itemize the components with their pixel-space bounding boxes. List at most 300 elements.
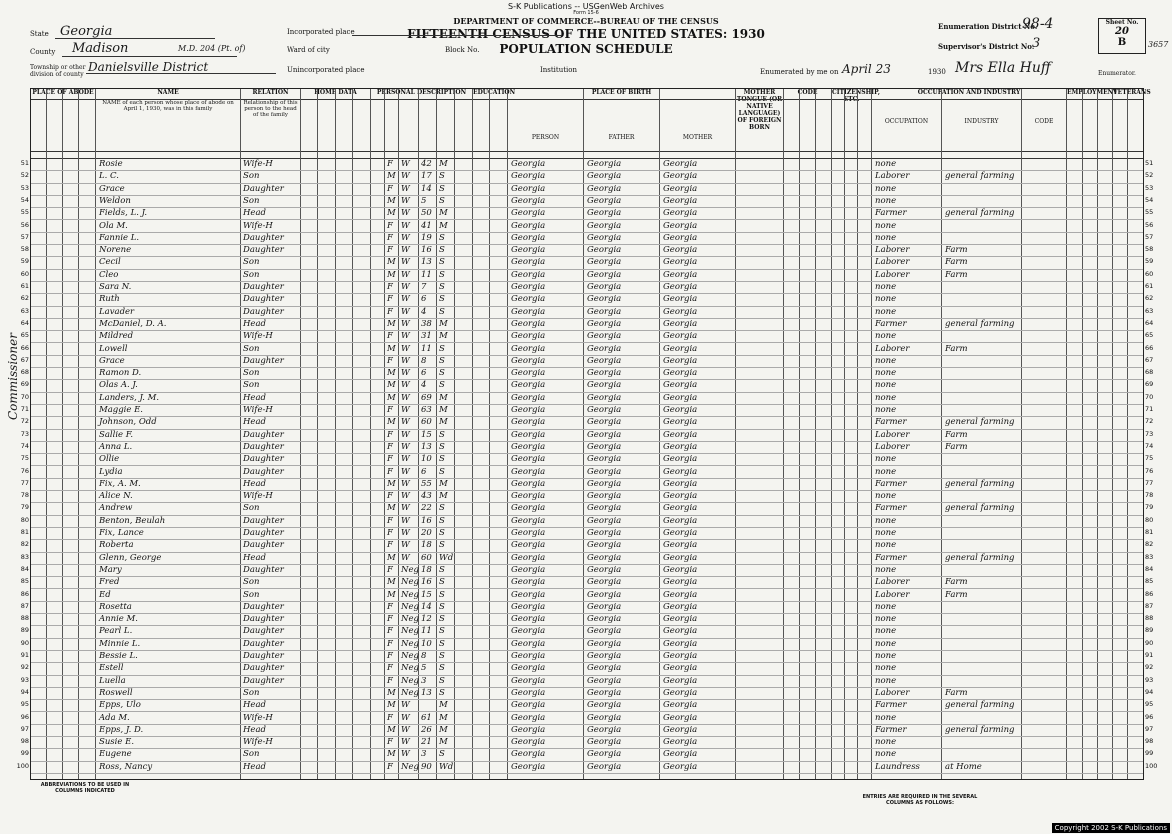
cell-sex: M — [387, 380, 396, 391]
cell-ms: M — [439, 737, 448, 748]
cell-name: Benton, Beulah — [99, 515, 166, 526]
line-number: 69 — [20, 380, 29, 389]
cell-father: Georgia — [587, 626, 622, 637]
table-row — [20, 257, 1154, 268]
cell-sex: F — [387, 515, 393, 526]
cell-mother: Georgia — [663, 564, 698, 575]
table-row — [20, 208, 1154, 219]
cell-race: W — [401, 405, 410, 415]
cell-race: W — [401, 355, 410, 366]
line-number: 86 — [1145, 589, 1154, 598]
cell-ind — [945, 651, 1021, 662]
cell-occ: none — [875, 331, 897, 342]
cell-mother: Georgia — [663, 171, 698, 182]
line-number: 57 — [1145, 232, 1154, 241]
cell-birth: Georgia — [511, 687, 546, 698]
cell-father: Georgia — [587, 159, 622, 169]
cell-name: Rosetta — [99, 601, 132, 612]
cell-mother: Georgia — [663, 269, 698, 280]
cell-ind: Farm — [945, 257, 968, 268]
section-employment: EMPLOYMENT — [1067, 89, 1113, 99]
cell-age: 42 — [421, 159, 432, 169]
cell-race: W — [401, 331, 410, 342]
line-number: 78 — [20, 491, 29, 500]
cell-age: 18 — [421, 564, 432, 575]
cell-father: Georgia — [587, 269, 622, 280]
cell-sex: F — [387, 761, 393, 772]
cell-age: 60 — [421, 552, 432, 563]
cell-race: W — [401, 454, 410, 465]
cell-sex: M — [387, 257, 396, 268]
cell-age: 4 — [421, 380, 427, 391]
cell-name: Susie E. — [99, 737, 135, 748]
cell-father: Georgia — [587, 712, 622, 723]
cell-age: 15 — [421, 429, 432, 440]
section-relation: RELATION — [241, 89, 301, 99]
cell-ind — [945, 294, 1021, 305]
cell-ind: general farming — [945, 503, 1015, 514]
form-number: Form 15-6 — [573, 10, 599, 16]
cell-occ: Farmer — [875, 552, 907, 563]
margin-note: Commissioner — [6, 333, 20, 420]
cell-age: 13 — [421, 441, 432, 452]
table-row — [20, 269, 1154, 281]
table-row — [20, 589, 1154, 601]
cell-ind: general farming — [945, 171, 1015, 182]
cell-occ: Laundress — [875, 761, 920, 772]
cell-ind: general farming — [945, 724, 1015, 735]
cell-sex: F — [387, 651, 393, 661]
line-number: 76 — [20, 466, 29, 475]
cell-ind: general farming — [945, 318, 1015, 329]
cell-ind — [945, 356, 1021, 367]
cell-name: Fix, Lance — [99, 528, 144, 538]
cell-age: 11 — [421, 269, 432, 280]
cell-ms: S — [439, 306, 445, 317]
cell-race: W — [401, 528, 410, 538]
line-number: 65 — [1145, 331, 1154, 340]
cell-father: Georgia — [587, 171, 622, 182]
cell-race: W — [401, 552, 410, 563]
cell-name: Epps, Ulo — [99, 700, 141, 711]
line-number: 85 — [1145, 577, 1154, 586]
cell-rel: Son — [243, 380, 260, 391]
cell-mother: Georgia — [663, 638, 698, 649]
sheet-label: Sheet No. — [1105, 19, 1139, 26]
cell-rel: Wife-H — [243, 220, 273, 231]
cell-race: W — [401, 417, 410, 428]
line-number: 90 — [20, 638, 29, 647]
cell-ind — [945, 221, 1021, 232]
section-place-of-birth: PLACE OF BIRTH — [508, 89, 736, 99]
supervisor-value: 3 — [1032, 36, 1041, 51]
cell-name: Ollie — [99, 454, 120, 465]
cell-birth: Georgia — [511, 478, 546, 489]
cell-mother: Georgia — [663, 232, 698, 243]
table-row — [20, 651, 1154, 662]
cell-ind — [945, 307, 1021, 318]
cell-ms: S — [439, 232, 445, 243]
cell-occ: none — [875, 515, 897, 526]
cell-ind — [945, 713, 1021, 724]
cell-race: W — [401, 749, 410, 760]
cell-name: Alice N. — [99, 491, 133, 502]
sheet-box — [1098, 18, 1146, 54]
cell-occ: none — [875, 454, 897, 465]
cell-race: W — [401, 368, 410, 379]
table-row — [20, 183, 1154, 195]
cell-rel: Daughter — [243, 601, 284, 612]
cell-age: 12 — [421, 614, 432, 625]
line-number: 61 — [20, 282, 29, 290]
cell-mother: Georgia — [663, 491, 698, 502]
cell-rel: Wife-H — [243, 159, 273, 169]
cell-age: 10 — [421, 638, 432, 649]
cell-ms: M — [439, 712, 448, 723]
line-number: 86 — [20, 589, 29, 598]
line-number: 70 — [20, 392, 29, 401]
cell-age: 14 — [421, 183, 432, 194]
block-label: Block No. — [445, 46, 480, 54]
cell-occ: Laborer — [875, 269, 910, 280]
table-row — [20, 712, 1154, 724]
table-row — [20, 245, 1154, 256]
cell-sex: F — [387, 466, 393, 477]
cell-ind — [945, 737, 1021, 748]
line-number: 96 — [20, 712, 29, 721]
cell-sex: F — [387, 441, 393, 452]
cell-rel: Son — [243, 171, 260, 182]
cell-rel: Daughter — [243, 306, 284, 317]
cell-ms: S — [439, 441, 445, 452]
cell-ms: M — [439, 331, 448, 342]
cell-name: Andrew — [99, 503, 133, 514]
cell-birth: Georgia — [511, 749, 546, 760]
cell-birth: Georgia — [511, 712, 546, 723]
cell-race: W — [401, 515, 410, 526]
cell-rel: Head — [243, 700, 266, 711]
cell-rel: Son — [243, 749, 260, 760]
cell-father: Georgia — [587, 405, 622, 415]
line-number: 62 — [1145, 294, 1154, 303]
col-header-relation: Relationship of this person to the head of the family — [241, 99, 301, 151]
table-row — [20, 417, 1154, 428]
col-header-code: CODE — [1022, 99, 1067, 151]
cell-mother: Georgia — [663, 195, 698, 206]
cell-name: Luella — [99, 675, 126, 686]
cell-ms: S — [439, 245, 445, 256]
line-number: 93 — [1145, 675, 1154, 684]
cell-name: Minnie L. — [99, 638, 141, 649]
cell-sex: M — [387, 368, 396, 379]
line-number: 83 — [1145, 552, 1154, 561]
cell-father: Georgia — [587, 577, 622, 588]
table-row — [20, 441, 1154, 453]
line-number: 57 — [20, 232, 29, 241]
line-number: 90 — [1145, 638, 1154, 647]
cell-age: 6 — [421, 368, 427, 379]
cell-birth: Georgia — [511, 700, 546, 711]
enumerator-label: Enumerator. — [1098, 70, 1136, 77]
line-number: 58 — [20, 245, 29, 254]
cell-name: Fix, A. M. — [99, 478, 141, 489]
line-number: 98 — [1145, 737, 1154, 746]
cell-ms: S — [439, 269, 445, 280]
cell-rel: Daughter — [243, 454, 284, 465]
cell-name: Grace — [99, 355, 125, 366]
table-row — [20, 564, 1154, 576]
cell-race: W — [401, 282, 410, 292]
cell-age: 3 — [421, 749, 427, 760]
cell-father: Georgia — [587, 675, 622, 686]
cell-birth: Georgia — [511, 183, 546, 194]
cell-sex: F — [387, 429, 393, 440]
cell-name: Cecil — [99, 257, 121, 268]
line-number: 70 — [1145, 392, 1154, 401]
cell-name: Sara N. — [99, 282, 132, 292]
enumerated-date: April 23 — [842, 62, 891, 76]
sheet-stamp: 3657 — [1148, 40, 1169, 49]
cell-race: Neg — [401, 761, 419, 772]
line-number: 53 — [20, 183, 29, 192]
cell-mother: Georgia — [663, 478, 698, 489]
line-number: 76 — [1145, 466, 1154, 475]
cell-mother: Georgia — [663, 687, 698, 698]
cell-sex: F — [387, 245, 393, 256]
cell-mother: Georgia — [663, 380, 698, 391]
cell-rel: Daughter — [243, 614, 284, 625]
cell-name: Anna L. — [99, 441, 133, 452]
section-personal-description: PERSONAL DESCRIPTION — [371, 89, 473, 99]
table-row — [20, 663, 1154, 674]
cell-mother: Georgia — [663, 614, 698, 625]
cell-rel: Head — [243, 478, 266, 489]
enumerated-year: 1930 — [928, 68, 946, 76]
enum-district-value: 98-4 — [1022, 16, 1054, 32]
county-label: County — [30, 48, 56, 56]
cell-ms: M — [439, 318, 448, 329]
cell-father: Georgia — [587, 441, 622, 452]
cell-ind — [945, 516, 1021, 527]
cell-father: Georgia — [587, 528, 622, 538]
table-row — [20, 478, 1154, 490]
table-row — [20, 577, 1154, 588]
line-number: 58 — [1145, 245, 1154, 254]
cell-father: Georgia — [587, 503, 622, 514]
cell-rel: Daughter — [243, 429, 284, 440]
cell-occ: none — [875, 663, 897, 674]
cell-sex: F — [387, 626, 393, 637]
cell-birth: Georgia — [511, 282, 546, 292]
line-number: 63 — [1145, 306, 1154, 315]
cell-age: 60 — [421, 417, 432, 428]
cell-name: Rosie — [99, 159, 123, 169]
enum-district-label: Enumeration District No. — [938, 22, 1038, 31]
cell-ind — [945, 184, 1021, 195]
cell-father: Georgia — [587, 294, 622, 305]
cell-mother: Georgia — [663, 355, 698, 366]
cell-father: Georgia — [587, 589, 622, 600]
cell-father: Georgia — [587, 417, 622, 428]
cell-rel: Daughter — [243, 183, 284, 194]
cell-rel: Daughter — [243, 638, 284, 649]
table-row — [20, 159, 1154, 170]
cell-occ: none — [875, 159, 897, 169]
line-number: 100 — [1145, 761, 1158, 770]
cell-ms: M — [439, 478, 448, 489]
table-row — [20, 355, 1154, 367]
line-number: 51 — [20, 159, 29, 167]
line-number: 51 — [1145, 159, 1154, 167]
cell-race: W — [401, 700, 410, 711]
cell-rel: Daughter — [243, 663, 284, 674]
cell-ind — [945, 331, 1021, 342]
table-row — [20, 540, 1154, 551]
line-number: 68 — [20, 368, 29, 377]
cell-occ: none — [875, 712, 897, 723]
cell-sex: F — [387, 294, 393, 305]
cell-birth: Georgia — [511, 577, 546, 588]
table-row — [20, 318, 1154, 330]
cell-name: Fannie L. — [99, 232, 140, 243]
cell-ind: general farming — [945, 478, 1015, 489]
line-number: 91 — [1145, 651, 1154, 659]
cell-father: Georgia — [587, 601, 622, 612]
cell-age: 11 — [421, 626, 432, 637]
cell-ind — [945, 491, 1021, 502]
cell-birth: Georgia — [511, 466, 546, 477]
table-row — [20, 601, 1154, 613]
line-number: 92 — [20, 663, 29, 672]
table-row — [20, 220, 1154, 232]
cell-occ: none — [875, 737, 897, 748]
cell-father: Georgia — [587, 663, 622, 674]
cell-occ: Laborer — [875, 589, 910, 600]
cell-birth: Georgia — [511, 589, 546, 600]
line-number: 82 — [20, 540, 29, 549]
cell-rel: Daughter — [243, 515, 284, 526]
cell-mother: Georgia — [663, 540, 698, 551]
cell-mother: Georgia — [663, 331, 698, 342]
cell-ind: Farm — [945, 441, 968, 452]
cell-father: Georgia — [587, 245, 622, 256]
line-number: 92 — [1145, 663, 1154, 672]
cell-ms: S — [439, 651, 445, 661]
cell-name: Lowell — [99, 343, 128, 354]
cell-birth: Georgia — [511, 417, 546, 428]
cell-ind: Farm — [945, 687, 968, 698]
col-header-industry: INDUSTRY — [942, 99, 1022, 151]
cell-birth: Georgia — [511, 638, 546, 649]
cell-ind — [945, 540, 1021, 551]
cell-race: W — [401, 208, 410, 219]
table-row — [20, 454, 1154, 465]
table-row — [20, 503, 1154, 514]
cell-name: Estell — [99, 663, 124, 674]
cell-mother: Georgia — [663, 405, 698, 415]
cell-ind: Farm — [945, 577, 968, 588]
cell-age: 20 — [421, 528, 432, 538]
cell-ms: M — [439, 700, 448, 711]
line-number: 88 — [1145, 614, 1154, 623]
line-number: 69 — [1145, 380, 1154, 389]
cell-father: Georgia — [587, 466, 622, 477]
cell-age: 21 — [421, 737, 432, 748]
cell-name: Eugene — [99, 749, 132, 760]
cell-birth: Georgia — [511, 232, 546, 243]
cell-mother: Georgia — [663, 392, 698, 403]
cell-rel: Son — [243, 343, 260, 354]
section-citizenship: CITIZENSHIP, ETC. — [832, 89, 880, 103]
cell-ind: general farming — [945, 208, 1015, 219]
cell-sex: M — [387, 589, 396, 600]
cell-father: Georgia — [587, 368, 622, 379]
cell-ms: S — [439, 614, 445, 625]
cell-name: Maggie E. — [99, 405, 144, 415]
cell-occ: none — [875, 466, 897, 477]
state-label: State — [30, 30, 49, 38]
cell-sex: M — [387, 503, 396, 514]
cell-father: Georgia — [587, 355, 622, 366]
cell-ms: S — [439, 589, 445, 600]
cell-occ: Farmer — [875, 503, 907, 514]
cell-name: Lydia — [99, 466, 123, 477]
cell-ind — [945, 663, 1021, 674]
section-occupation: OCCUPATION AND INDUSTRY — [872, 89, 1067, 99]
cell-sex: F — [387, 614, 393, 625]
cell-birth: Georgia — [511, 405, 546, 415]
cell-sex: F — [387, 405, 393, 415]
cell-birth: Georgia — [511, 761, 546, 772]
cell-age: 13 — [421, 687, 432, 698]
cell-rel: Wife-H — [243, 331, 273, 342]
cell-name: L. C. — [99, 171, 119, 182]
cell-father: Georgia — [587, 380, 622, 391]
cell-race: W — [401, 540, 410, 551]
cell-rel: Son — [243, 577, 260, 588]
cell-age: 69 — [421, 392, 432, 403]
cell-race: Neg — [401, 663, 419, 674]
cell-age: 38 — [421, 318, 432, 329]
line-number: 65 — [20, 331, 29, 340]
cell-sex: M — [387, 417, 396, 428]
cell-ms: S — [439, 429, 445, 440]
cell-race: W — [401, 318, 410, 329]
cell-mother: Georgia — [663, 503, 698, 514]
cell-ms: S — [439, 380, 445, 391]
cell-rel: Daughter — [243, 282, 284, 292]
cell-father: Georgia — [587, 454, 622, 465]
cell-name: Lavader — [99, 306, 135, 317]
cell-ms: S — [439, 749, 445, 760]
cell-age: 31 — [421, 331, 432, 342]
cell-rel: Daughter — [243, 675, 284, 686]
line-number: 89 — [20, 626, 29, 635]
line-number: 81 — [1145, 528, 1154, 536]
line-number: 55 — [20, 208, 29, 217]
section-education: EDUCATION — [473, 89, 508, 99]
cell-rel: Son — [243, 687, 260, 698]
cell-mother: Georgia — [663, 417, 698, 428]
line-number: 80 — [20, 515, 29, 524]
line-number: 94 — [1145, 687, 1154, 696]
cell-name: Glenn, George — [99, 552, 162, 563]
cell-race: Neg — [401, 651, 419, 661]
cell-age: 16 — [421, 245, 432, 256]
cell-sex: F — [387, 675, 393, 686]
cell-mother: Georgia — [663, 282, 698, 292]
section-home-data: HOME DATA — [301, 89, 371, 99]
